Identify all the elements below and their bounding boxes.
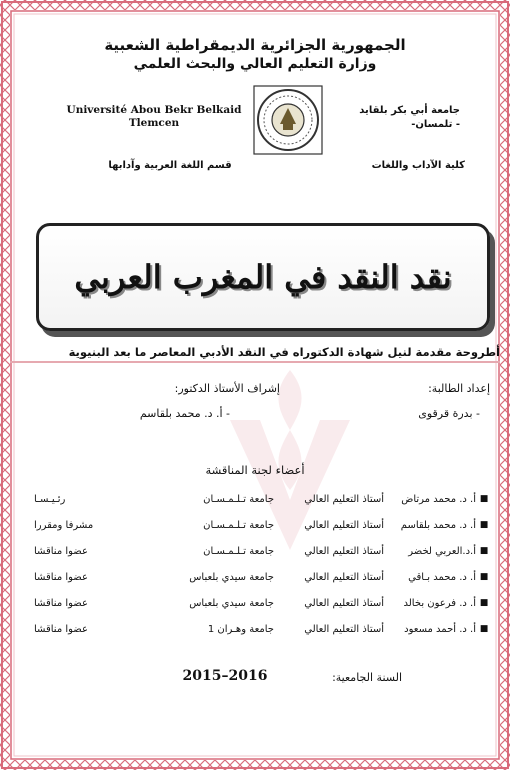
department-name: قسم اللغة العربية وآدابها	[108, 160, 232, 171]
thesis-title: نقد النقد في المغرب العربي	[74, 258, 452, 296]
supervision-label: إشراف الأستاذ الدكتور:	[174, 382, 280, 395]
supervisor-name: - أ. د. محمد بلقاسم	[139, 407, 230, 420]
title-box	[36, 223, 490, 331]
member-rank: أستاذ التعليم العالي	[304, 493, 384, 505]
university-logo-icon	[252, 84, 324, 156]
list-item	[34, 538, 492, 564]
bullet-icon: ■	[479, 494, 489, 504]
bullet-icon: ■	[479, 624, 489, 634]
committee-members-list	[34, 486, 492, 642]
member-name: أ. د. أحمد مسعود	[404, 623, 476, 635]
thesis-subtitle: أطروحة مقدمة لنيل شهادة الدكتوراه في النقد الأدبي المعاصر ما بعد البنيوية	[10, 345, 500, 363]
academic-year-label: السنة الجامعية:	[332, 671, 402, 684]
prepared-by-label: إعداد الطالبة:	[428, 382, 490, 395]
member-university: جامعة تـلـمـسـان	[203, 545, 274, 557]
member-rank: أستاذ التعليم العالي	[304, 597, 384, 609]
member-university: جامعة سيدي بلعباس	[189, 597, 274, 609]
member-name: أ. د. محمد مرتاض	[401, 493, 476, 505]
member-rank: أستاذ التعليم العالي	[304, 623, 384, 635]
member-name: أ. د. محمد بلقاسم	[400, 519, 476, 531]
bullet-icon: ■	[479, 572, 489, 582]
university-name-fr-line1: Université Abou Bekr Belkaid	[66, 104, 242, 116]
member-university: جامعة سيدي بلعباس	[189, 571, 274, 583]
faculty-name: كلية الآداب واللغات	[371, 160, 465, 171]
member-role: عضوا مناقشا	[34, 623, 88, 635]
bullet-icon: ■	[479, 520, 489, 530]
student-name: - بدرة قرقوى	[418, 407, 480, 420]
university-name-ar	[340, 104, 460, 132]
member-role: مشرفا ومقررا	[34, 519, 94, 531]
republic-name: الجمهورية الجزائرية الديمقراطية الشعبية	[104, 36, 406, 54]
member-rank: أستاذ التعليم العالي	[304, 519, 384, 531]
committee-title: أعضاء لجنة المناقشة	[205, 463, 305, 477]
university-name-ar-line1: جامعة أبي بكر بلقايد	[359, 105, 460, 116]
member-name: أ. د. فرعون بخالد	[403, 597, 476, 609]
member-name: أ.د.العربي لخضر	[408, 545, 476, 557]
member-role: عضوا مناقشا	[34, 545, 88, 557]
list-item	[34, 616, 492, 642]
member-role: رئـيـسـا	[34, 493, 66, 505]
member-name: أ. د. محمد بـاقي	[408, 571, 476, 583]
member-role: عضوا مناقشا	[34, 597, 88, 609]
member-rank: أستاذ التعليم العالي	[304, 545, 384, 557]
list-item	[34, 590, 492, 616]
member-role: عضوا مناقشا	[34, 571, 88, 583]
member-university: جامعة تـلـمـسـان	[203, 493, 274, 505]
academic-year-value: 2015–2016	[182, 668, 268, 684]
member-university: جامعة وهـران 1	[207, 623, 274, 635]
list-item	[34, 512, 492, 538]
university-name-fr	[66, 104, 242, 130]
member-university: جامعة تـلـمـسـان	[203, 519, 274, 531]
member-rank: أستاذ التعليم العالي	[304, 571, 384, 583]
ministry-name: وزارة التعليم العالي والبحث العلمي	[133, 56, 377, 72]
list-item	[34, 486, 492, 512]
university-name-ar-line2: - تلمسان-	[411, 119, 460, 130]
university-name-fr-line2: Tlemcen	[128, 117, 180, 129]
bullet-icon: ■	[479, 546, 489, 556]
list-item	[34, 564, 492, 590]
bullet-icon: ■	[479, 598, 489, 608]
